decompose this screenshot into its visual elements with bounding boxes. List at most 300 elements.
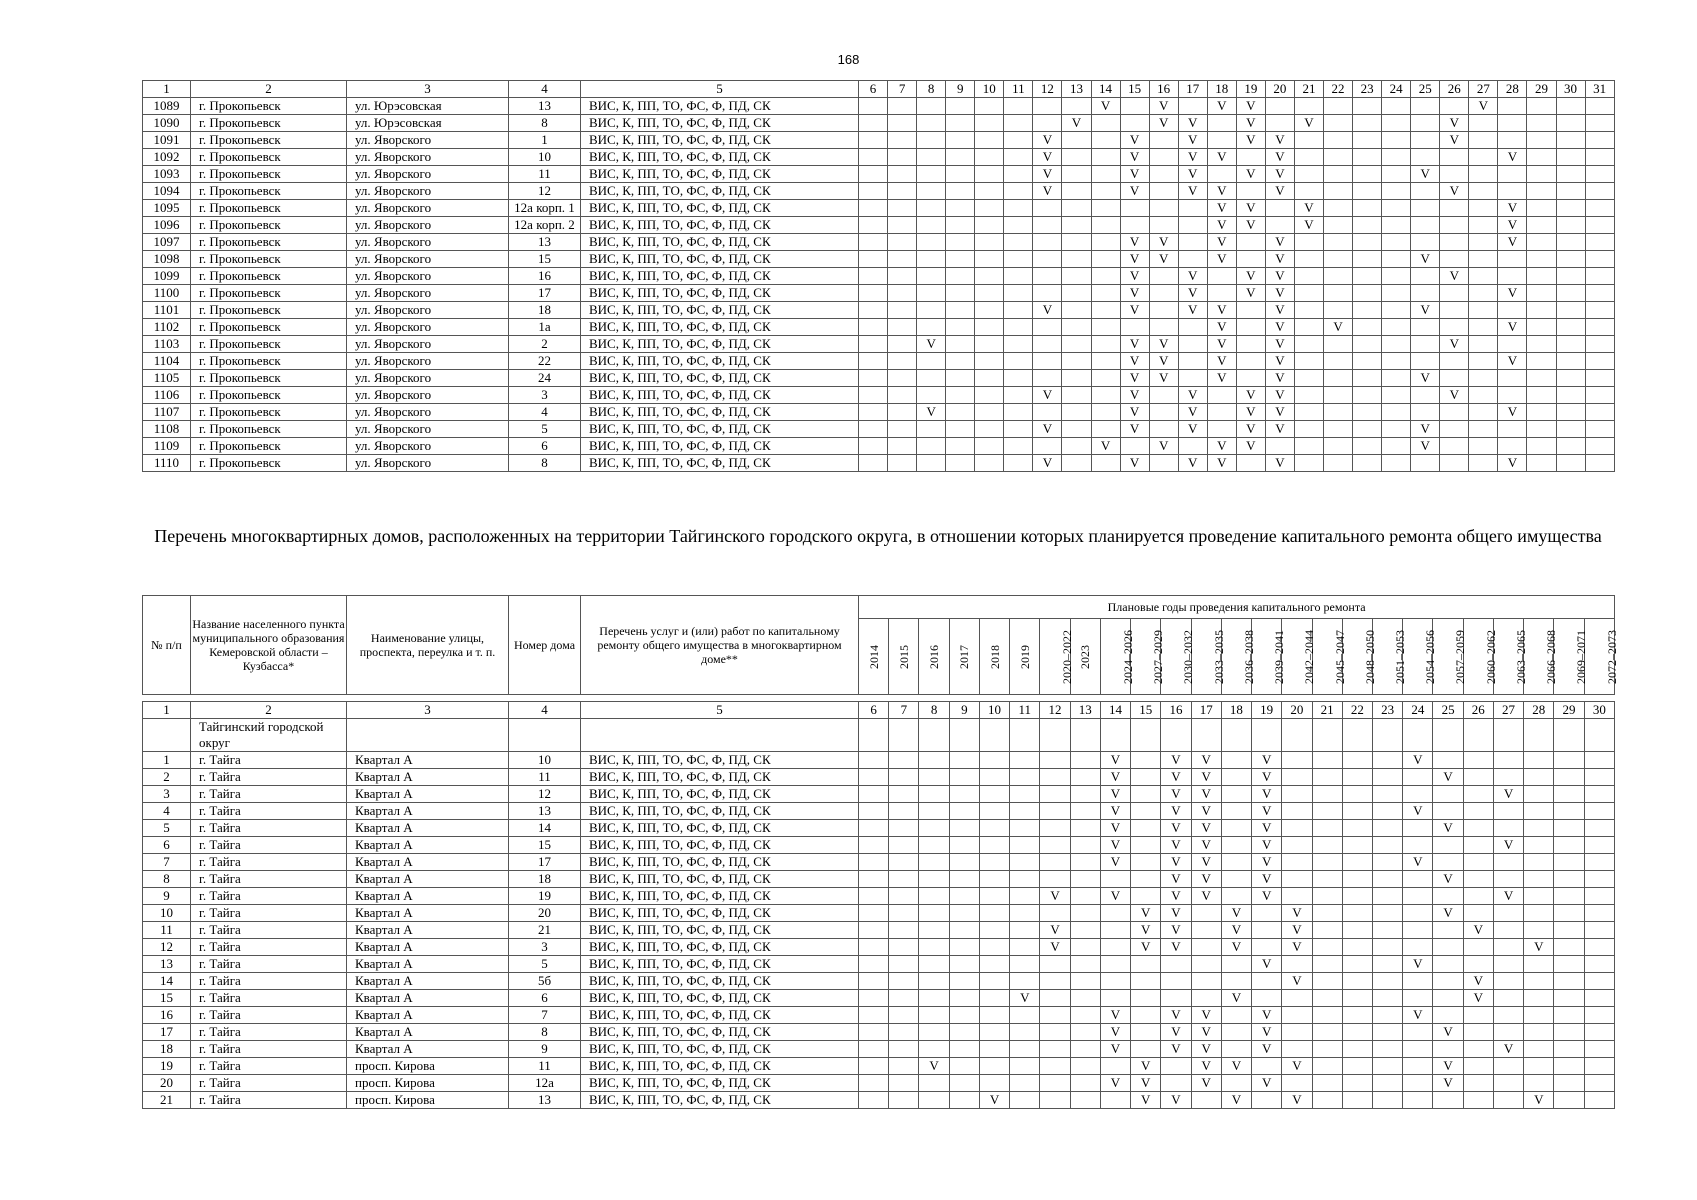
year-cell — [1554, 922, 1584, 939]
year-cell — [1312, 939, 1342, 956]
year-cell — [1004, 217, 1033, 234]
year-cell — [1100, 973, 1130, 990]
year-cell — [1004, 268, 1033, 285]
year-header — [1100, 619, 1135, 695]
year-cell — [1524, 1024, 1554, 1041]
year-mark-cell: V — [1236, 438, 1265, 455]
year-cell — [1524, 803, 1554, 820]
year-cell — [1324, 115, 1353, 132]
year-cell — [1556, 217, 1585, 234]
street-cell: Квартал А — [347, 939, 509, 956]
table-row — [143, 319, 1615, 336]
year-mark-cell: V — [1120, 149, 1149, 166]
year-cell — [1010, 939, 1040, 956]
year-cell — [1469, 353, 1498, 370]
year-cell — [1312, 1007, 1342, 1024]
year-cell — [979, 1024, 1009, 1041]
year-cell — [1527, 268, 1556, 285]
year-cell — [1372, 990, 1402, 1007]
year-mark-cell: V — [1131, 1092, 1161, 1109]
year-mark-cell: V — [1149, 234, 1178, 251]
year-cell — [949, 888, 979, 905]
year-cell — [1342, 1024, 1372, 1041]
year-cell — [1493, 1058, 1523, 1075]
year-mark-cell: V — [1131, 922, 1161, 939]
year-cell — [888, 404, 917, 421]
row-number: 19 — [143, 1058, 191, 1075]
year-cell — [1040, 803, 1070, 820]
year-cell — [1062, 387, 1091, 404]
table-row — [143, 251, 1615, 268]
year-cell — [1033, 217, 1062, 234]
column-number: 28 — [1498, 81, 1527, 98]
year-cell — [1463, 1007, 1493, 1024]
year-cell — [975, 353, 1004, 370]
year-label: 2030–2032 — [1181, 629, 1196, 684]
year-cell — [1411, 387, 1440, 404]
house-number-cell: 12а корп. 2 — [509, 217, 581, 234]
year-mark-cell: V — [1100, 837, 1130, 854]
works-cell: ВИС, К, ПП, ТО, ФС, Ф, ПД, СК — [581, 1007, 859, 1024]
year-cell — [1469, 285, 1498, 302]
year-cell — [888, 183, 917, 200]
year-cell — [917, 183, 946, 200]
year-cell — [1324, 166, 1353, 183]
year-cell — [1440, 438, 1469, 455]
year-mark-cell: V — [1236, 285, 1265, 302]
year-mark-cell: V — [1120, 132, 1149, 149]
year-mark-cell: V — [1252, 752, 1282, 769]
column-number: 30 — [1556, 81, 1585, 98]
year-cell — [1469, 200, 1498, 217]
row-number: 1 — [143, 752, 191, 769]
year-cell — [1554, 871, 1584, 888]
year-cell — [859, 217, 888, 234]
year-cell — [1312, 769, 1342, 786]
year-cell — [949, 769, 979, 786]
year-mark-cell: V — [1191, 752, 1221, 769]
year-cell — [946, 438, 975, 455]
year-mark-cell: V — [1149, 251, 1178, 268]
year-mark-cell: V — [1403, 854, 1433, 871]
year-cell — [1554, 820, 1584, 837]
year-cell — [975, 217, 1004, 234]
year-mark-cell: V — [1221, 1092, 1251, 1109]
year-label: 2023 — [1078, 644, 1093, 669]
settlement-cell: г. Прокопьевск — [191, 183, 347, 200]
year-cell — [1585, 234, 1614, 251]
row-number: 1094 — [143, 183, 191, 200]
works-cell: ВИС, К, ПП, ТО, ФС, Ф, ПД, СК — [581, 336, 859, 353]
works-cell: ВИС, К, ПП, ТО, ФС, Ф, ПД, СК — [581, 319, 859, 336]
year-mark-cell: V — [1282, 922, 1312, 939]
year-cell — [1584, 871, 1615, 888]
year-cell — [1010, 922, 1040, 939]
year-cell — [1100, 990, 1130, 1007]
year-cell — [1411, 353, 1440, 370]
year-mark-cell: V — [1498, 353, 1527, 370]
table-row — [143, 421, 1615, 438]
row-number: 1099 — [143, 268, 191, 285]
table-row — [143, 217, 1615, 234]
year-cell — [1493, 922, 1523, 939]
year-cell — [1411, 234, 1440, 251]
year-cell — [1469, 421, 1498, 438]
year-cell — [1178, 319, 1207, 336]
house-number-cell: 5б — [509, 973, 581, 990]
year-cell — [1372, 820, 1402, 837]
year-cell — [1324, 438, 1353, 455]
year-cell — [1493, 939, 1523, 956]
year-cell — [1149, 268, 1178, 285]
year-mark-cell: V — [1221, 939, 1251, 956]
year-cell — [889, 1024, 919, 1041]
works-cell: ВИС, К, ПП, ТО, ФС, Ф, ПД, СК — [581, 387, 859, 404]
works-cell: ВИС, К, ПП, ТО, ФС, Ф, ПД, СК — [581, 973, 859, 990]
year-cell — [1585, 183, 1614, 200]
year-cell — [1010, 1041, 1040, 1058]
year-cell — [1554, 956, 1584, 973]
house-number-cell: 5 — [509, 956, 581, 973]
year-cell — [1178, 336, 1207, 353]
works-cell: ВИС, К, ПП, ТО, ФС, Ф, ПД, СК — [581, 786, 859, 803]
column-number: 10 — [979, 702, 1009, 719]
year-mark-cell: V — [1191, 1058, 1221, 1075]
year-cell — [1091, 336, 1120, 353]
year-mark-cell: V — [1178, 132, 1207, 149]
year-cell — [946, 285, 975, 302]
year-cell — [1149, 200, 1178, 217]
year-mark-cell: V — [1440, 183, 1469, 200]
works-cell: ВИС, К, ПП, ТО, ФС, Ф, ПД, СК — [581, 302, 859, 319]
year-cell — [1191, 922, 1221, 939]
street-cell: Квартал А — [347, 820, 509, 837]
year-cell — [1524, 973, 1554, 990]
year-cell — [1091, 115, 1120, 132]
year-cell — [1584, 905, 1615, 922]
year-cell — [919, 871, 949, 888]
house-number-cell: 12а корп. 1 — [509, 200, 581, 217]
year-mark-cell: V — [1236, 421, 1265, 438]
year-header — [949, 619, 979, 695]
year-mark-cell: V — [1498, 217, 1527, 234]
year-header — [979, 619, 1009, 695]
year-cell — [859, 149, 888, 166]
street-cell: ул. Яворского — [347, 353, 509, 370]
year-label: 2042–2044 — [1302, 629, 1317, 684]
settlement-cell: г. Прокопьевск — [191, 285, 347, 302]
year-mark-cell: V — [1161, 837, 1191, 854]
year-cell — [888, 98, 917, 115]
year-cell — [1433, 973, 1463, 990]
row-number: 15 — [143, 990, 191, 1007]
year-cell — [1282, 769, 1312, 786]
table-row — [143, 939, 1615, 956]
year-header — [1252, 619, 1287, 695]
year-cell — [1191, 990, 1221, 1007]
year-cell — [1010, 1075, 1040, 1092]
year-mark-cell: V — [917, 336, 946, 353]
year-cell — [1178, 251, 1207, 268]
year-cell — [859, 200, 888, 217]
year-cell — [1403, 973, 1433, 990]
year-cell — [1584, 769, 1615, 786]
year-mark-cell: V — [1493, 1041, 1523, 1058]
year-mark-cell: V — [1191, 803, 1221, 820]
year-cell — [1294, 285, 1323, 302]
year-mark-cell: V — [1091, 98, 1120, 115]
year-cell — [1294, 98, 1323, 115]
year-mark-cell: V — [1033, 421, 1062, 438]
year-mark-cell: V — [1282, 1058, 1312, 1075]
year-cell — [1091, 421, 1120, 438]
column-number: 29 — [1527, 81, 1556, 98]
year-cell — [1524, 1041, 1554, 1058]
year-cell — [1004, 455, 1033, 472]
year-cell — [1149, 421, 1178, 438]
year-cell — [1469, 166, 1498, 183]
year-mark-cell: V — [1040, 939, 1070, 956]
year-header — [1372, 619, 1407, 695]
table-row — [143, 871, 1615, 888]
year-cell — [1498, 98, 1527, 115]
column-number: 19 — [1252, 702, 1282, 719]
year-cell — [1070, 973, 1100, 990]
row-number: 1096 — [143, 217, 191, 234]
year-cell — [917, 319, 946, 336]
table-row — [143, 973, 1615, 990]
year-cell — [1282, 803, 1312, 820]
street-cell: ул. Яворского — [347, 336, 509, 353]
year-mark-cell: V — [1433, 871, 1463, 888]
year-cell — [1312, 922, 1342, 939]
year-mark-cell: V — [1120, 302, 1149, 319]
year-cell — [1556, 183, 1585, 200]
year-cell — [1411, 336, 1440, 353]
year-cell — [1403, 1075, 1433, 1092]
year-cell — [1585, 149, 1614, 166]
year-cell — [1342, 837, 1372, 854]
year-cell — [1493, 854, 1523, 871]
year-cell — [1527, 336, 1556, 353]
street-cell: Квартал А — [347, 956, 509, 973]
year-cell — [1584, 888, 1615, 905]
column-number: 20 — [1282, 702, 1312, 719]
row-number: 17 — [143, 1024, 191, 1041]
year-cell — [919, 939, 949, 956]
year-cell — [1091, 455, 1120, 472]
year-cell — [859, 421, 888, 438]
year-cell — [1342, 854, 1372, 871]
year-cell — [859, 370, 888, 387]
year-cell — [975, 183, 1004, 200]
year-cell — [1004, 98, 1033, 115]
house-number-cell: 16 — [509, 268, 581, 285]
year-cell — [1207, 285, 1236, 302]
table-row — [143, 115, 1615, 132]
year-cell — [859, 888, 889, 905]
column-number: 14 — [1091, 81, 1120, 98]
year-cell — [1556, 285, 1585, 302]
year-mark-cell: V — [1411, 370, 1440, 387]
street-cell: Квартал А — [347, 1007, 509, 1024]
table-row — [143, 302, 1615, 319]
year-cell — [1324, 370, 1353, 387]
year-cell — [917, 149, 946, 166]
year-mark-cell: V — [1131, 905, 1161, 922]
year-cell — [1100, 905, 1130, 922]
column-number: 24 — [1382, 81, 1411, 98]
year-cell — [859, 1024, 889, 1041]
year-mark-cell: V — [1433, 1058, 1463, 1075]
year-cell — [1294, 387, 1323, 404]
year-mark-cell: V — [1149, 353, 1178, 370]
year-cell — [1033, 268, 1062, 285]
header-num: № п/п — [143, 596, 191, 695]
year-cell — [1554, 990, 1584, 1007]
table-row — [143, 353, 1615, 370]
year-cell — [1062, 268, 1091, 285]
year-cell — [1584, 1041, 1615, 1058]
year-cell — [1493, 1024, 1523, 1041]
year-cell — [917, 421, 946, 438]
gap-cell — [143, 695, 1615, 702]
year-cell — [1556, 166, 1585, 183]
year-cell — [1584, 786, 1615, 803]
year-cell — [1010, 1058, 1040, 1075]
year-cell — [1469, 438, 1498, 455]
year-cell — [1342, 1075, 1372, 1092]
empty-cell — [1040, 719, 1070, 752]
year-cell — [1004, 285, 1033, 302]
year-cell — [1040, 1058, 1070, 1075]
year-cell — [1493, 956, 1523, 973]
year-cell — [1342, 871, 1372, 888]
year-cell — [1062, 217, 1091, 234]
year-cell — [859, 302, 888, 319]
year-mark-cell: V — [1178, 115, 1207, 132]
year-cell — [1498, 302, 1527, 319]
header-house: Номер дома — [509, 596, 581, 695]
year-cell — [949, 1007, 979, 1024]
year-cell — [1312, 1024, 1342, 1041]
year-cell — [1469, 251, 1498, 268]
works-cell: ВИС, К, ПП, ТО, ФС, Ф, ПД, СК — [581, 820, 859, 837]
year-mark-cell: V — [1191, 854, 1221, 871]
year-cell — [1463, 1058, 1493, 1075]
year-cell — [1294, 438, 1323, 455]
year-cell — [1091, 404, 1120, 421]
year-mark-cell: V — [1191, 888, 1221, 905]
year-cell — [1382, 166, 1411, 183]
year-cell — [1585, 353, 1614, 370]
year-mark-cell: V — [1100, 1024, 1130, 1041]
year-cell — [1353, 115, 1382, 132]
year-cell — [888, 115, 917, 132]
year-cell — [1585, 438, 1614, 455]
year-mark-cell: V — [1178, 404, 1207, 421]
year-cell — [1342, 990, 1372, 1007]
year-cell — [946, 302, 975, 319]
row-number: 1108 — [143, 421, 191, 438]
year-mark-cell: V — [1252, 1007, 1282, 1024]
year-cell — [1178, 98, 1207, 115]
year-cell — [1294, 336, 1323, 353]
year-cell — [1070, 1058, 1100, 1075]
year-mark-cell: V — [1207, 149, 1236, 166]
year-cell — [975, 149, 1004, 166]
column-number-row — [143, 81, 1615, 98]
year-mark-cell: V — [1265, 285, 1294, 302]
year-cell — [975, 132, 1004, 149]
year-mark-cell: V — [1433, 769, 1463, 786]
year-mark-cell: V — [1100, 854, 1130, 871]
column-number: 9 — [946, 81, 975, 98]
year-cell — [1493, 905, 1523, 922]
house-number-cell: 2 — [509, 336, 581, 353]
year-mark-cell: V — [1221, 1058, 1251, 1075]
table-row — [143, 786, 1615, 803]
year-label: 2054–2056 — [1423, 629, 1438, 684]
year-cell — [1493, 1007, 1523, 1024]
table-row — [143, 803, 1615, 820]
year-mark-cell: V — [1498, 404, 1527, 421]
row-number: 1101 — [143, 302, 191, 319]
year-cell — [1353, 251, 1382, 268]
year-cell — [1556, 455, 1585, 472]
year-cell — [859, 1007, 889, 1024]
year-mark-cell: V — [1120, 336, 1149, 353]
street-cell: Квартал А — [347, 752, 509, 769]
table-row — [143, 200, 1615, 217]
year-cell — [946, 149, 975, 166]
year-cell — [1100, 1058, 1130, 1075]
table-row — [143, 922, 1615, 939]
year-cell — [1004, 353, 1033, 370]
year-cell — [1411, 319, 1440, 336]
year-cell — [919, 922, 949, 939]
year-cell — [859, 1058, 889, 1075]
year-cell — [1403, 922, 1433, 939]
year-cell — [1282, 786, 1312, 803]
year-mark-cell: V — [1178, 302, 1207, 319]
empty-cell — [1070, 719, 1100, 752]
year-cell — [1585, 251, 1614, 268]
year-cell — [1556, 319, 1585, 336]
year-cell — [1207, 115, 1236, 132]
column-number: 16 — [1149, 81, 1178, 98]
year-mark-cell: V — [1265, 370, 1294, 387]
year-cell — [1010, 820, 1040, 837]
year-cell — [1469, 132, 1498, 149]
year-mark-cell: V — [1149, 98, 1178, 115]
year-cell — [1010, 1092, 1040, 1109]
year-mark-cell: V — [1161, 752, 1191, 769]
year-cell — [979, 752, 1009, 769]
year-mark-cell: V — [1178, 387, 1207, 404]
year-cell — [1040, 1007, 1070, 1024]
year-cell — [1131, 769, 1161, 786]
year-cell — [1403, 905, 1433, 922]
year-cell — [1324, 421, 1353, 438]
year-cell — [1556, 149, 1585, 166]
year-cell — [1469, 183, 1498, 200]
house-number-cell: 8 — [509, 455, 581, 472]
year-cell — [859, 871, 889, 888]
house-number-cell: 24 — [509, 370, 581, 387]
year-label: 2018 — [987, 644, 1002, 669]
year-cell — [1236, 455, 1265, 472]
